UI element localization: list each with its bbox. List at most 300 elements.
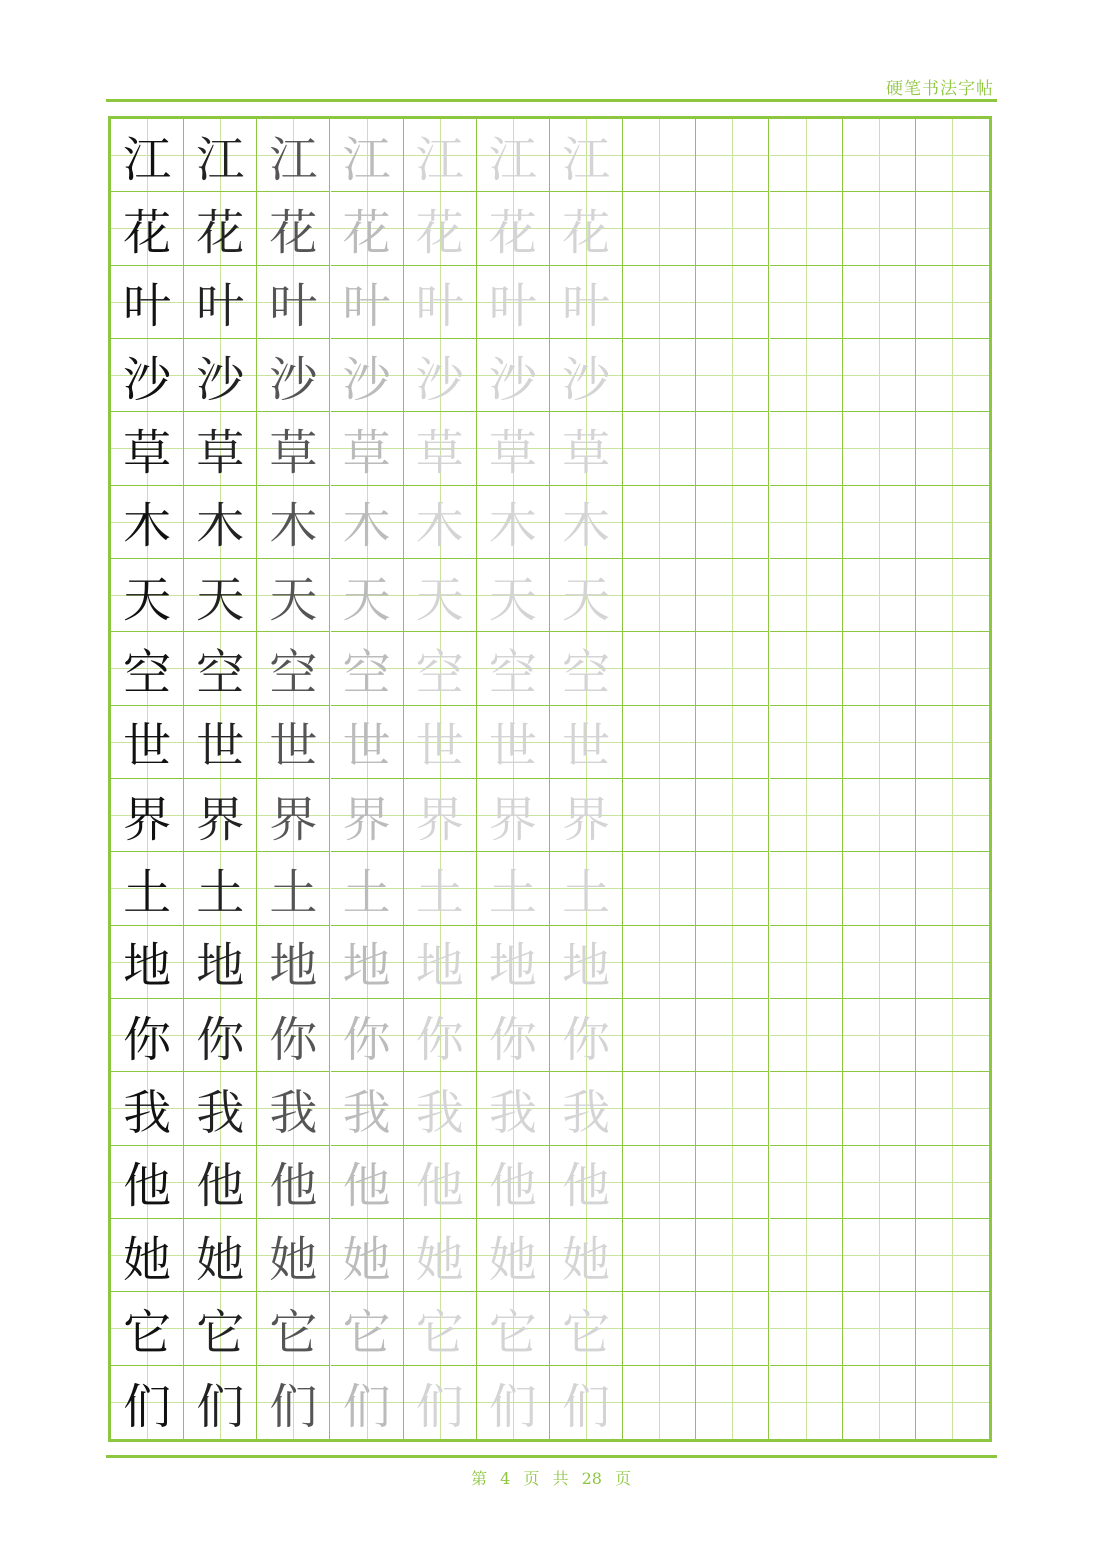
tracing-character-cell (184, 119, 257, 192)
tracing-character: 空 (562, 644, 611, 701)
tracing-character-cell (257, 559, 330, 632)
tracing-character: 江 (196, 131, 245, 188)
tracing-character: 沙 (415, 351, 464, 408)
tracing-character-cell (404, 119, 477, 192)
tracing-character: 地 (269, 938, 318, 995)
tracing-character: 它 (488, 1304, 537, 1361)
tracing-character: 界 (488, 791, 537, 848)
blank-writing-cell (623, 1219, 696, 1292)
blank-writing-cell (623, 486, 696, 559)
blank-writing-cell (843, 266, 916, 339)
tracing-character-cell (184, 266, 257, 339)
model-character-cell (111, 706, 184, 779)
tracing-character-cell (404, 412, 477, 485)
tracing-character-cell (477, 632, 550, 705)
practice-row (111, 192, 989, 265)
blank-writing-cell (770, 266, 843, 339)
blank-writing-cell (696, 1219, 769, 1292)
tracing-character: 木 (269, 498, 318, 555)
model-character: 她 (123, 1231, 172, 1288)
tracing-character: 地 (196, 938, 245, 995)
blank-writing-cell (843, 1219, 916, 1292)
model-character-cell (111, 192, 184, 265)
blank-writing-cell (843, 412, 916, 485)
tracing-character: 地 (342, 938, 391, 995)
blank-writing-cell (770, 999, 843, 1072)
blank-writing-cell (696, 266, 769, 339)
tracing-character-cell (257, 779, 330, 852)
tracing-character: 们 (196, 1378, 245, 1435)
tracing-character-cell (184, 1292, 257, 1365)
model-character: 木 (123, 498, 172, 555)
blank-writing-cell (696, 1072, 769, 1145)
tracing-character-cell (331, 192, 404, 265)
model-character-cell (111, 486, 184, 559)
tracing-character: 地 (488, 938, 537, 995)
model-character-cell (111, 779, 184, 852)
tracing-character-cell (550, 1219, 623, 1292)
tracing-character-cell (477, 192, 550, 265)
blank-writing-cell (696, 706, 769, 779)
tracing-character: 天 (269, 571, 318, 628)
tracing-character: 江 (488, 131, 537, 188)
blank-writing-cell (623, 1366, 696, 1439)
tracing-character-cell (257, 1292, 330, 1365)
blank-writing-cell (843, 1366, 916, 1439)
tracing-character-cell (331, 559, 404, 632)
tracing-character-cell (257, 266, 330, 339)
tracing-character-cell (184, 1366, 257, 1439)
tracing-character: 天 (562, 571, 611, 628)
tracing-character-cell (477, 1292, 550, 1365)
blank-writing-cell (696, 119, 769, 192)
footer-rule (106, 1455, 997, 1458)
blank-writing-cell (916, 266, 989, 339)
footer-word-di: 第 (470, 1469, 487, 1488)
tracing-character-cell (404, 266, 477, 339)
tracing-character: 沙 (269, 351, 318, 408)
tracing-character-cell (404, 926, 477, 999)
tracing-character-cell (184, 632, 257, 705)
header-title: 硬笔书法字帖 (886, 79, 994, 99)
practice-row (111, 852, 989, 925)
tracing-character: 他 (562, 1158, 611, 1215)
tracing-character-cell (550, 706, 623, 779)
tracing-character: 草 (488, 424, 537, 481)
blank-writing-cell (623, 999, 696, 1072)
tracing-character-cell (184, 339, 257, 412)
practice-grid (108, 116, 992, 1442)
tracing-character: 土 (488, 864, 537, 921)
practice-row (111, 1366, 989, 1439)
tracing-character-cell (477, 1366, 550, 1439)
tracing-character-cell (184, 926, 257, 999)
tracing-character-cell (184, 412, 257, 485)
model-character: 草 (123, 424, 172, 481)
blank-writing-cell (696, 412, 769, 485)
tracing-character-cell (550, 1292, 623, 1365)
blank-writing-cell (916, 1219, 989, 1292)
model-character-cell (111, 926, 184, 999)
tracing-character: 们 (342, 1378, 391, 1435)
model-character-cell (111, 1072, 184, 1145)
blank-writing-cell (623, 559, 696, 632)
tracing-character: 我 (269, 1084, 318, 1141)
tracing-character-cell (404, 706, 477, 779)
tracing-character: 江 (342, 131, 391, 188)
tracing-character: 土 (196, 864, 245, 921)
model-character-cell (111, 1146, 184, 1219)
model-character-cell (111, 339, 184, 412)
tracing-character: 你 (342, 1011, 391, 1068)
blank-writing-cell (696, 1146, 769, 1219)
blank-writing-cell (696, 926, 769, 999)
tracing-character: 世 (415, 718, 464, 775)
model-character-cell (111, 999, 184, 1072)
footer-word-gong: 共 (552, 1469, 569, 1488)
tracing-character: 江 (415, 131, 464, 188)
tracing-character-cell (477, 559, 550, 632)
blank-writing-cell (770, 1072, 843, 1145)
blank-writing-cell (623, 412, 696, 485)
blank-writing-cell (696, 486, 769, 559)
tracing-character: 们 (415, 1378, 464, 1435)
tracing-character: 土 (269, 864, 318, 921)
tracing-character-cell (257, 926, 330, 999)
tracing-character: 他 (342, 1158, 391, 1215)
tracing-character-cell (477, 706, 550, 779)
tracing-character-cell (477, 412, 550, 485)
tracing-character-cell (257, 412, 330, 485)
model-character: 们 (123, 1378, 172, 1435)
practice-row (111, 412, 989, 485)
tracing-character: 叶 (488, 278, 537, 335)
blank-writing-cell (623, 192, 696, 265)
tracing-character: 们 (269, 1378, 318, 1435)
tracing-character: 木 (415, 498, 464, 555)
blank-writing-cell (623, 632, 696, 705)
blank-writing-cell (843, 999, 916, 1072)
tracing-character: 世 (342, 718, 391, 775)
blank-writing-cell (770, 1292, 843, 1365)
tracing-character-cell (257, 339, 330, 412)
tracing-character: 天 (415, 571, 464, 628)
tracing-character: 木 (342, 498, 391, 555)
model-character: 你 (123, 1011, 172, 1068)
model-character: 土 (123, 864, 172, 921)
tracing-character-cell (404, 779, 477, 852)
blank-writing-cell (916, 1072, 989, 1145)
tracing-character-cell (331, 1292, 404, 1365)
blank-writing-cell (916, 1366, 989, 1439)
model-character: 天 (123, 571, 172, 628)
model-character: 空 (123, 644, 172, 701)
blank-writing-cell (696, 779, 769, 852)
footer-word-ye-2: 页 (615, 1469, 632, 1488)
tracing-character: 世 (562, 718, 611, 775)
blank-writing-cell (623, 1146, 696, 1219)
practice-row (111, 339, 989, 412)
tracing-character: 沙 (562, 351, 611, 408)
blank-writing-cell (916, 339, 989, 412)
tracing-character: 草 (562, 424, 611, 481)
tracing-character-cell (550, 852, 623, 925)
blank-writing-cell (843, 852, 916, 925)
blank-writing-cell (770, 119, 843, 192)
tracing-character: 界 (269, 791, 318, 848)
tracing-character: 沙 (342, 351, 391, 408)
tracing-character: 叶 (342, 278, 391, 335)
tracing-character-cell (184, 1072, 257, 1145)
practice-row (111, 119, 989, 192)
blank-writing-cell (623, 1072, 696, 1145)
tracing-character: 他 (415, 1158, 464, 1215)
tracing-character: 花 (488, 204, 537, 261)
tracing-character-cell (184, 486, 257, 559)
tracing-character-cell (404, 486, 477, 559)
tracing-character: 我 (562, 1084, 611, 1141)
tracing-character-cell (550, 779, 623, 852)
tracing-character-cell (477, 779, 550, 852)
model-character: 花 (123, 204, 172, 261)
tracing-character-cell (404, 1292, 477, 1365)
blank-writing-cell (843, 1292, 916, 1365)
practice-row (111, 559, 989, 632)
blank-writing-cell (623, 119, 696, 192)
tracing-character: 她 (488, 1231, 537, 1288)
tracing-character: 天 (196, 571, 245, 628)
tracing-character: 它 (415, 1304, 464, 1361)
tracing-character-cell (550, 926, 623, 999)
tracing-character-cell (477, 1146, 550, 1219)
tracing-character-cell (550, 339, 623, 412)
tracing-character: 草 (269, 424, 318, 481)
blank-writing-cell (770, 339, 843, 412)
tracing-character: 草 (196, 424, 245, 481)
tracing-character: 世 (488, 718, 537, 775)
blank-writing-cell (770, 706, 843, 779)
tracing-character-cell (257, 1146, 330, 1219)
tracing-character-cell (331, 779, 404, 852)
tracing-character: 土 (415, 864, 464, 921)
practice-row (111, 486, 989, 559)
tracing-character-cell (184, 1219, 257, 1292)
tracing-character-cell (331, 1072, 404, 1145)
practice-row (111, 1146, 989, 1219)
model-character-cell (111, 1292, 184, 1365)
tracing-character: 木 (562, 498, 611, 555)
tracing-character: 她 (562, 1231, 611, 1288)
tracing-character: 他 (196, 1158, 245, 1215)
model-character: 叶 (123, 278, 172, 335)
tracing-character-cell (404, 339, 477, 412)
tracing-character: 叶 (562, 278, 611, 335)
tracing-character-cell (331, 412, 404, 485)
tracing-character: 木 (488, 498, 537, 555)
tracing-character-cell (257, 486, 330, 559)
tracing-character: 花 (269, 204, 318, 261)
tracing-character-cell (331, 119, 404, 192)
blank-writing-cell (770, 779, 843, 852)
blank-writing-cell (770, 632, 843, 705)
model-character-cell (111, 266, 184, 339)
tracing-character-cell (550, 559, 623, 632)
blank-writing-cell (916, 412, 989, 485)
tracing-character-cell (404, 559, 477, 632)
blank-writing-cell (916, 1146, 989, 1219)
tracing-character-cell (331, 926, 404, 999)
tracing-character-cell (331, 1366, 404, 1439)
tracing-character: 她 (415, 1231, 464, 1288)
tracing-character: 空 (196, 644, 245, 701)
tracing-character: 你 (488, 1011, 537, 1068)
blank-writing-cell (916, 999, 989, 1072)
blank-writing-cell (770, 1146, 843, 1219)
blank-writing-cell (843, 1146, 916, 1219)
tracing-character: 叶 (269, 278, 318, 335)
tracing-character-cell (257, 119, 330, 192)
tracing-character: 她 (196, 1231, 245, 1288)
practice-row (111, 1219, 989, 1292)
blank-writing-cell (916, 559, 989, 632)
tracing-character-cell (257, 632, 330, 705)
tracing-character: 花 (562, 204, 611, 261)
blank-writing-cell (696, 999, 769, 1072)
model-character: 地 (123, 938, 172, 995)
tracing-character: 我 (415, 1084, 464, 1141)
model-character: 他 (123, 1158, 172, 1215)
tracing-character: 木 (196, 498, 245, 555)
tracing-character: 界 (342, 791, 391, 848)
tracing-character-cell (550, 266, 623, 339)
blank-writing-cell (843, 1072, 916, 1145)
blank-writing-cell (916, 852, 989, 925)
tracing-character: 叶 (196, 278, 245, 335)
practice-row (111, 779, 989, 852)
tracing-character-cell (477, 119, 550, 192)
blank-writing-cell (843, 339, 916, 412)
tracing-character-cell (550, 486, 623, 559)
tracing-character-cell (477, 926, 550, 999)
tracing-character: 沙 (196, 351, 245, 408)
tracing-character-cell (404, 1072, 477, 1145)
tracing-character-cell (550, 632, 623, 705)
tracing-character-cell (404, 999, 477, 1072)
model-character-cell (111, 1219, 184, 1292)
blank-writing-cell (770, 486, 843, 559)
blank-writing-cell (696, 559, 769, 632)
tracing-character: 叶 (415, 278, 464, 335)
tracing-character-cell (257, 999, 330, 1072)
blank-writing-cell (623, 852, 696, 925)
tracing-character-cell (477, 486, 550, 559)
blank-writing-cell (843, 486, 916, 559)
header-rule (106, 99, 997, 102)
blank-writing-cell (843, 559, 916, 632)
tracing-character-cell (550, 1146, 623, 1219)
model-character: 它 (123, 1304, 172, 1361)
blank-writing-cell (770, 852, 843, 925)
tracing-character-cell (550, 119, 623, 192)
blank-writing-cell (770, 926, 843, 999)
model-character-cell (111, 1366, 184, 1439)
page-footer (0, 1466, 1102, 1489)
blank-writing-cell (696, 339, 769, 412)
tracing-character: 沙 (488, 351, 537, 408)
tracing-character: 世 (269, 718, 318, 775)
footer-word-ye: 页 (523, 1469, 540, 1488)
tracing-character: 你 (196, 1011, 245, 1068)
blank-writing-cell (696, 632, 769, 705)
tracing-character: 草 (342, 424, 391, 481)
tracing-character-cell (477, 339, 550, 412)
tracing-character-cell (404, 1366, 477, 1439)
tracing-character: 我 (196, 1084, 245, 1141)
tracing-character-cell (184, 852, 257, 925)
blank-writing-cell (770, 559, 843, 632)
tracing-character: 界 (562, 791, 611, 848)
tracing-character: 空 (269, 644, 318, 701)
tracing-character: 世 (196, 718, 245, 775)
tracing-character: 我 (342, 1084, 391, 1141)
blank-writing-cell (770, 1366, 843, 1439)
tracing-character: 天 (342, 571, 391, 628)
tracing-character: 地 (562, 938, 611, 995)
tracing-character: 你 (415, 1011, 464, 1068)
tracing-character-cell (477, 999, 550, 1072)
tracing-character: 它 (196, 1304, 245, 1361)
blank-writing-cell (843, 119, 916, 192)
tracing-character: 界 (196, 791, 245, 848)
tracing-character-cell (477, 1072, 550, 1145)
model-character-cell (111, 119, 184, 192)
model-character: 世 (123, 718, 172, 775)
tracing-character-cell (331, 632, 404, 705)
tracing-character-cell (550, 999, 623, 1072)
tracing-character-cell (550, 1366, 623, 1439)
blank-writing-cell (623, 339, 696, 412)
tracing-character: 花 (415, 204, 464, 261)
tracing-character: 们 (488, 1378, 537, 1435)
model-character: 江 (123, 131, 172, 188)
blank-writing-cell (623, 266, 696, 339)
blank-writing-cell (843, 706, 916, 779)
blank-writing-cell (770, 412, 843, 485)
tracing-character: 地 (415, 938, 464, 995)
tracing-character-cell (184, 1146, 257, 1219)
tracing-character: 他 (269, 1158, 318, 1215)
blank-writing-cell (916, 926, 989, 999)
tracing-character: 土 (562, 864, 611, 921)
blank-writing-cell (843, 779, 916, 852)
tracing-character-cell (184, 999, 257, 1072)
tracing-character-cell (331, 1219, 404, 1292)
tracing-character-cell (184, 779, 257, 852)
tracing-character: 草 (415, 424, 464, 481)
tracing-character: 天 (488, 571, 537, 628)
tracing-character-cell (331, 706, 404, 779)
tracing-character-cell (477, 852, 550, 925)
tracing-character-cell (257, 1219, 330, 1292)
practice-row (111, 1072, 989, 1145)
tracing-character: 你 (269, 1011, 318, 1068)
tracing-character-cell (477, 266, 550, 339)
blank-writing-cell (623, 1292, 696, 1365)
tracing-character-cell (404, 852, 477, 925)
tracing-character: 它 (562, 1304, 611, 1361)
model-character: 界 (123, 791, 172, 848)
blank-writing-cell (916, 706, 989, 779)
